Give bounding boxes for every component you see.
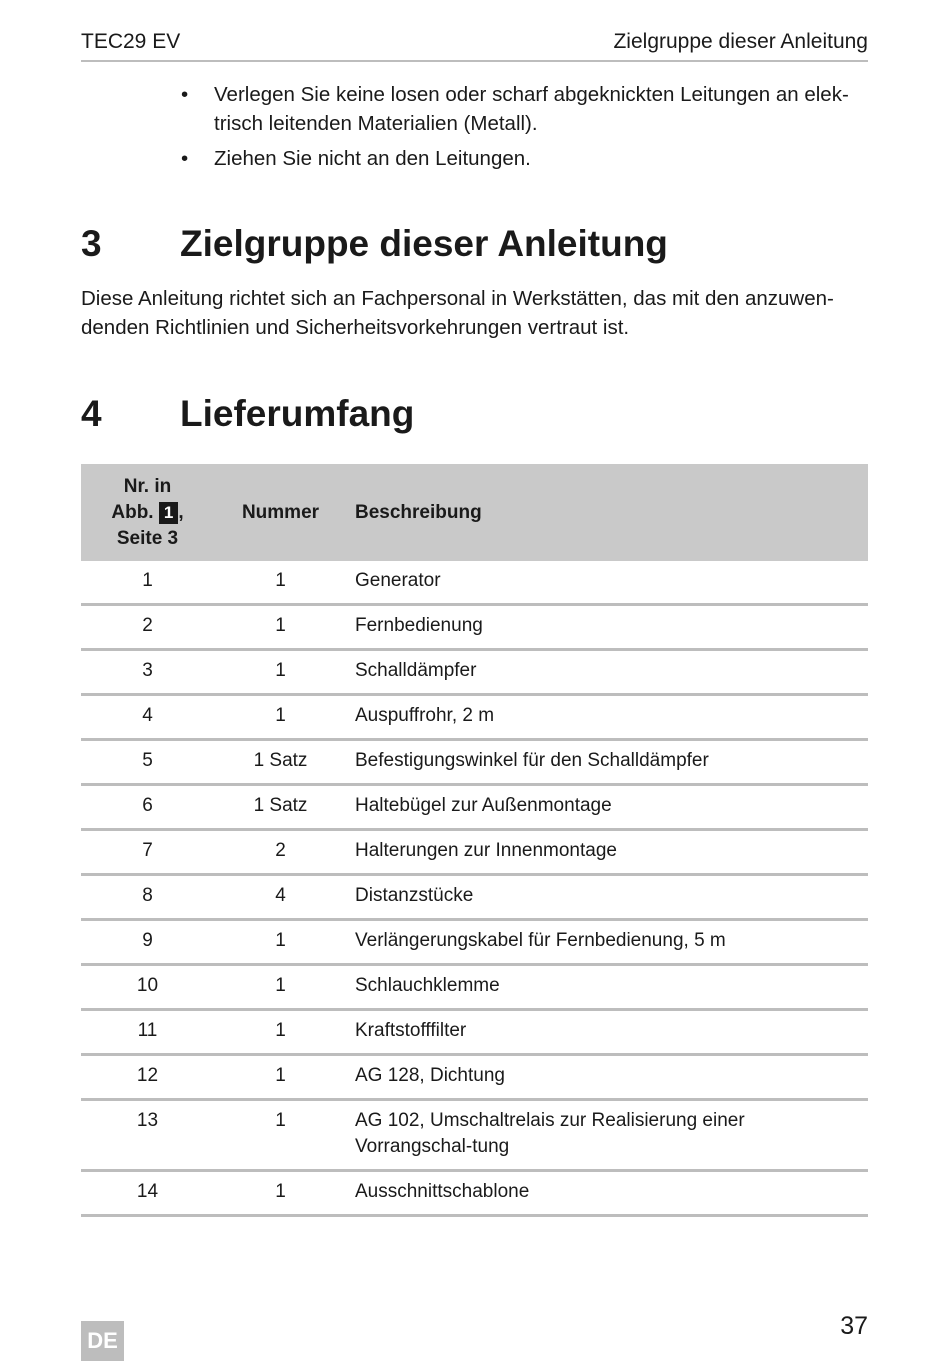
table-row [81,650,868,695]
section-title: Lieferumfang [180,393,415,434]
cell-figure-number: 7 [81,830,214,875]
cell-quantity: 1 [214,1171,347,1216]
table-row [81,561,868,605]
cell-quantity: 1 [214,695,347,740]
cell-quantity: 1 Satz [214,785,347,830]
section-number: 3 [81,223,102,264]
header-chapter: Zielgruppe dieser Anleitung [613,30,868,53]
cell-figure-number: 8 [81,875,214,920]
cell-description: Verlängerungskabel für Fernbedienung, 5 m [347,920,868,965]
table-row [81,740,868,785]
cell-description: Distanzstücke [347,875,868,920]
cell-description: AG 102, Umschaltrelais zur Realisierung einer Vorrangschal-tung [347,1100,868,1171]
page-header [81,30,868,62]
bullet-text: Ziehen Sie nicht an den Leitungen. [214,147,531,170]
cell-figure-number: 9 [81,920,214,965]
cell-description: Haltebügel zur Außenmontage [347,785,868,830]
cell-quantity: 1 [214,920,347,965]
table-row [81,920,868,965]
cell-description: Generator [347,561,868,605]
column-header-description: Beschreibung [355,501,482,523]
bullet-text: Verlegen Sie keine losen oder scharf abgeknickten Leitungen an elek-trisch leitenden Materialien (Metall). [214,83,849,135]
language-badge: DE [81,1321,124,1361]
section-title: Zielgruppe dieser Anleitung [180,223,668,264]
cell-figure-number: 5 [81,740,214,785]
scope-of-delivery-table [81,464,868,1217]
cell-description: Fernbedienung [347,605,868,650]
cell-quantity: 1 [214,561,347,605]
cell-description: Auspuffrohr, 2 m [347,695,868,740]
cell-description: Schlauchklemme [347,965,868,1010]
table-row [81,695,868,740]
table-row [81,830,868,875]
figure-ref-badge: 1 [159,502,178,524]
cell-quantity: 1 Satz [214,740,347,785]
table-row [81,1100,868,1171]
cell-description: Halterungen zur Innenmontage [347,830,868,875]
list-item [181,144,871,173]
cell-quantity: 1 [214,605,347,650]
table-row [81,605,868,650]
table-row [81,875,868,920]
cell-figure-number: 2 [81,605,214,650]
section-3-text: Diese Anleitung richtet sich an Fachpersonal in Werkstätten, das mit den anzuwen-denden Richtlinien und Sicherheitsvorkehrungen vertraut ist. [81,287,834,339]
bullet-mark: • [181,83,189,106]
safety-bullet-list [181,80,871,179]
list-item [181,80,871,138]
table-row [81,1010,868,1055]
cell-figure-number: 14 [81,1171,214,1216]
header-comma: , [178,501,184,523]
header-line: Nr. in [123,475,172,497]
cell-figure-number: 10 [81,965,214,1010]
table-row [81,1055,868,1100]
section-4-heading [81,393,414,435]
cell-quantity: 1 [214,1055,347,1100]
cell-quantity: 1 [214,1010,347,1055]
table-header-row [81,464,868,561]
cell-description: Ausschnittschablone [347,1171,868,1216]
header-abb: Abb. [111,501,154,523]
header-line: Seite 3 [116,527,179,549]
section-3-heading [81,223,668,265]
cell-quantity: 4 [214,875,347,920]
cell-figure-number: 1 [81,561,214,605]
page-number: 37 [840,1312,868,1340]
cell-figure-number: 12 [81,1055,214,1100]
header-line [81,500,214,526]
cell-figure-number: 11 [81,1010,214,1055]
cell-quantity: 1 [214,1100,347,1171]
table-row [81,1171,868,1216]
cell-quantity: 1 [214,965,347,1010]
cell-quantity: 2 [214,830,347,875]
cell-figure-number: 3 [81,650,214,695]
cell-figure-number: 13 [81,1100,214,1171]
table-row [81,965,868,1010]
cell-description: Kraftstofffilter [347,1010,868,1055]
column-header-figure-number [81,464,214,561]
cell-description: Befestigungswinkel für den Schalldämpfer [347,740,868,785]
bullet-mark: • [181,147,189,170]
cell-description: AG 128, Dichtung [347,1055,868,1100]
cell-figure-number: 4 [81,695,214,740]
column-header-quantity: Nummer [241,501,320,523]
header-model: TEC29 EV [81,30,181,53]
cell-description: Schalldämpfer [347,650,868,695]
cell-figure-number: 6 [81,785,214,830]
cell-quantity: 1 [214,650,347,695]
section-number: 4 [81,393,102,434]
table-row [81,785,868,830]
